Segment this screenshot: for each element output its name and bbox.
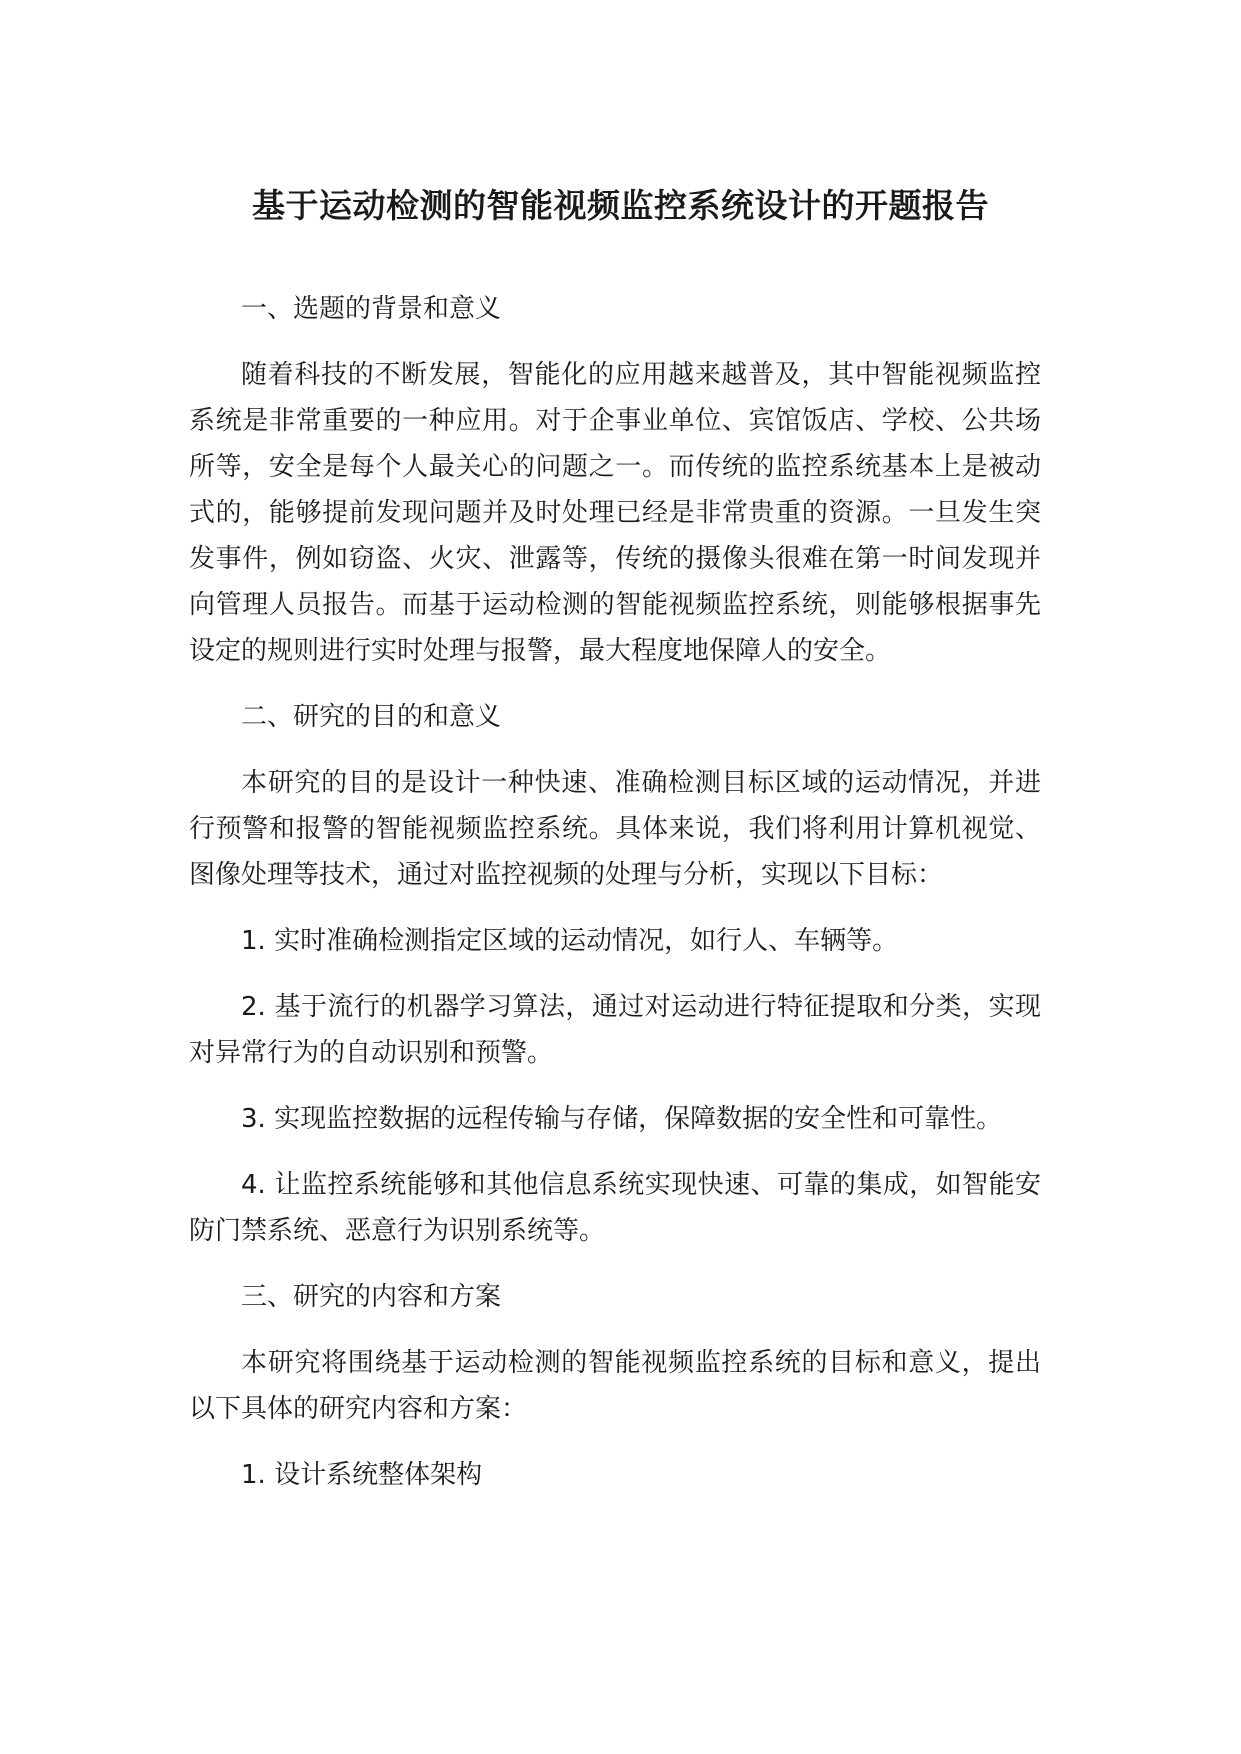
section-heading-background: 一、选题的背景和意义	[241, 294, 502, 324]
list-item-plan-1: 1. 设计系统整体架构	[241, 1460, 483, 1490]
paragraph-content: 本研究将围绕基于运动检测的智能视频监控系统的目标和意义，提出以下具体的研究内容和方案：	[189, 1348, 1041, 1424]
paragraph-purpose: 本研究的目的是设计一种快速、准确检测目标区域的运动情况，并进行预警和报警的智能视频监控系统。具体来说，我们将利用计算机视觉、图像处理等技术，通过对监控视频的处理与分析，实现以下目标：	[189, 768, 1041, 890]
section-heading-purpose: 二、研究的目的和意义	[241, 702, 502, 732]
list-item-goal-2: 2. 基于流行的机器学习算法，通过对运动进行特征提取和分类，实现对异常行为的自动识别和预警。	[189, 992, 1041, 1068]
paragraph-background: 随着科技的不断发展，智能化的应用越来越普及，其中智能视频监控系统是非常重要的一种应用。对于企事业单位、宾馆饭店、学校、公共场所等，安全是每个人最关心的问题之一。而传统的监控系统基本上是被动式的，能够提前发现问题并及时处理已经是非常贵重的资源。一旦发生突发事件，例如窃盗、火灾、泄露等，传统的摄像头很难在第一时间发现并向管理人员报告。而基于运动检测的智能视频监控系统，则能够根据事先设定的规则进行实时处理与报警，最大程度地保障人的安全。	[189, 360, 1041, 666]
document-body	[189, 286, 1041, 1518]
section-heading-content: 三、研究的内容和方案	[241, 1282, 502, 1312]
list-item-goal-3: 3. 实现监控数据的远程传输与存储，保障数据的安全性和可靠性。	[241, 1104, 1003, 1134]
document-title: 基于运动检测的智能视频监控系统设计的开题报告	[252, 186, 989, 225]
list-item-goal-1: 1. 实时准确检测指定区域的运动情况，如行人、车辆等。	[241, 926, 899, 956]
list-item-goal-4: 4. 让监控系统能够和其他信息系统实现快速、可靠的集成，如智能安防门禁系统、恶意行为识别系统等。	[189, 1170, 1041, 1246]
